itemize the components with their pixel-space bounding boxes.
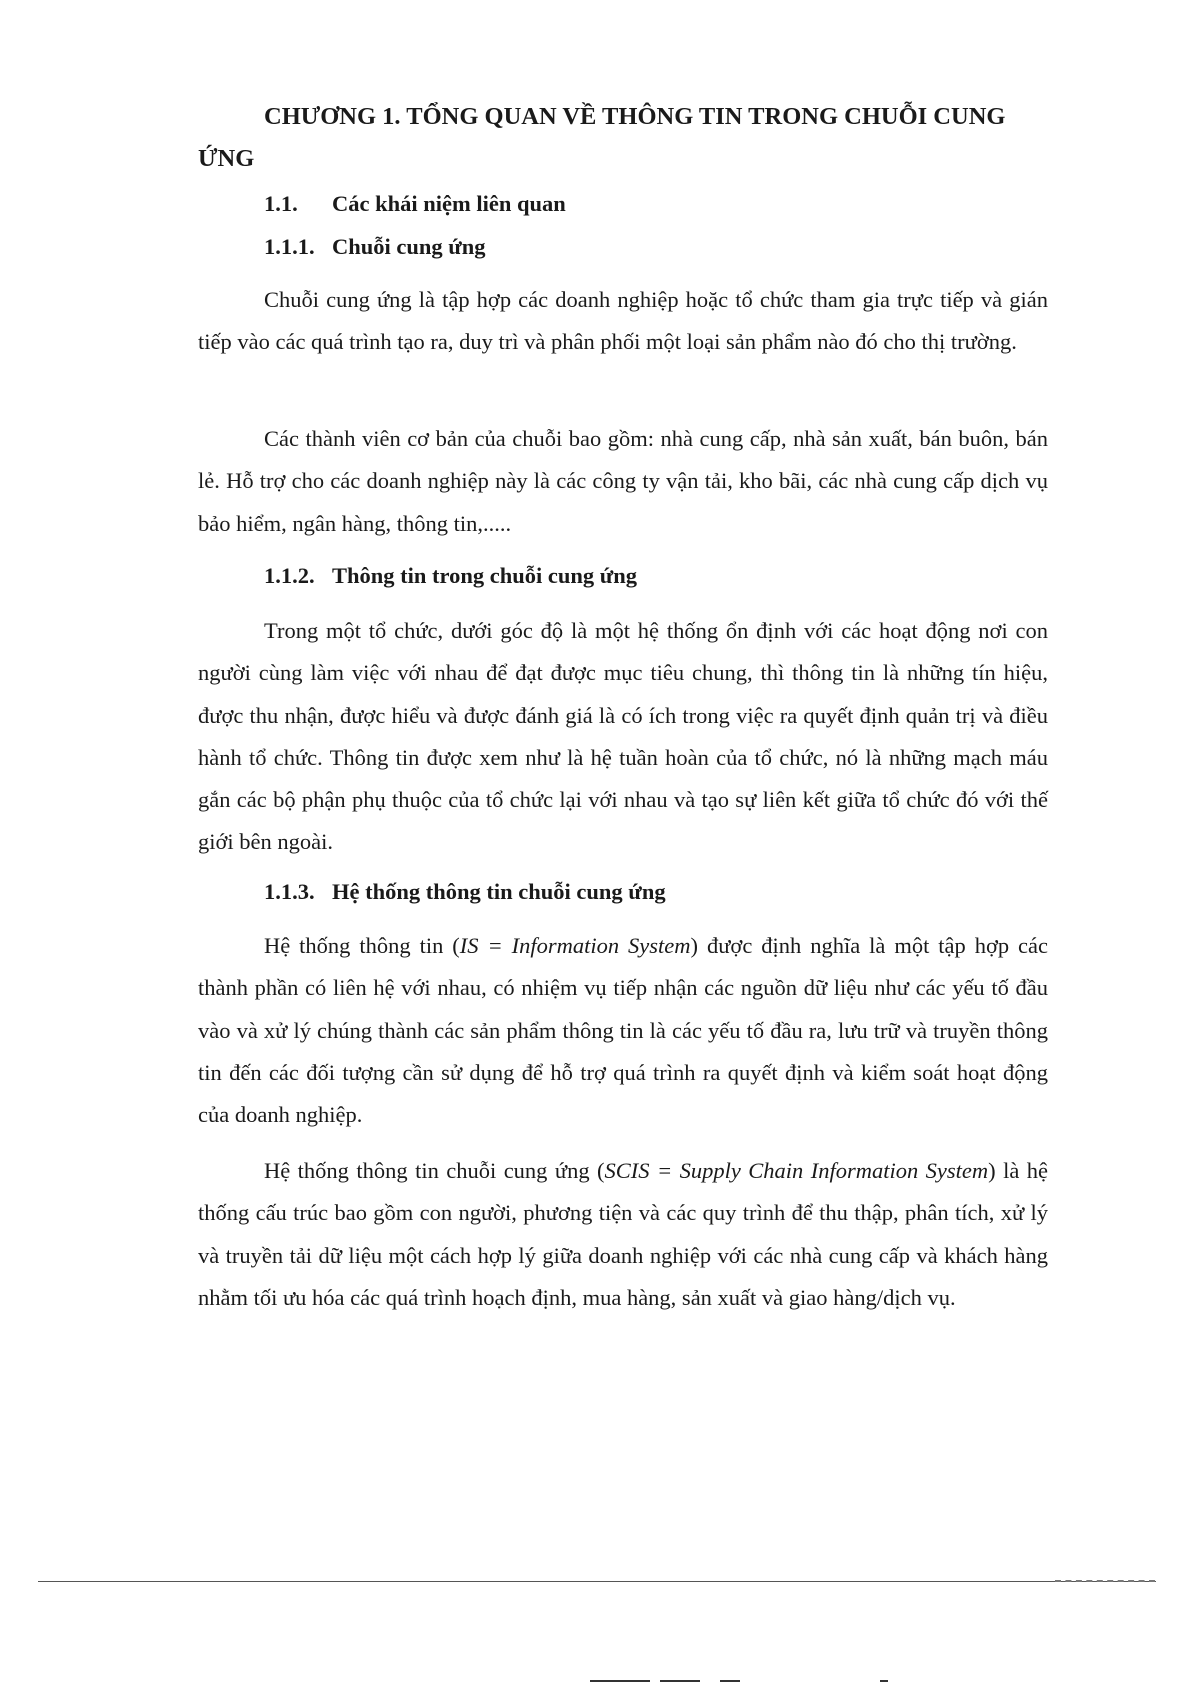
section-heading-1-1-1 bbox=[264, 233, 486, 261]
text-run: ) là hệ thống cấu trúc bao gồm con người, phương tiện và các quy trình để thu thập, phân tích, xử lý và truyền tải dữ liệu một cách hợp lý giữa doanh nghiệp với các nhà cung cấp và khách hàng nhằm tối ưu hóa các quá trình hoạch định, mua hàng, sản xuất và giao hàng/dịch vụ. bbox=[198, 1158, 1049, 1310]
section-heading-1-1-2 bbox=[264, 562, 637, 590]
footer-rule-dashes bbox=[1055, 1580, 1155, 1582]
italic-term: IS = Information System bbox=[459, 933, 691, 958]
paragraph bbox=[198, 1150, 1048, 1319]
section-title: Hệ thống thông tin chuỗi cung ứng bbox=[332, 879, 666, 904]
section-title: Thông tin trong chuỗi cung ứng bbox=[332, 563, 638, 588]
section-number: 1.1.3. bbox=[264, 879, 315, 904]
section-number: 1.1.1. bbox=[264, 234, 315, 259]
chapter-title: CHƯƠNG 1. TỔNG QUAN VỀ THÔNG TIN TRONG CHUỖI CUNG ỨNG bbox=[198, 103, 1006, 172]
text-run: ) được định nghĩa là một tập hợp các thành phần có liên hệ với nhau, có nhiệm vụ tiếp nhận các nguồn dữ liệu như các yếu tố đầu vào và xử lý chúng thành các sản phẩm thông tin là các yếu tố đầu ra, lưu trữ và truyền thông tin đến các đối tượng cần sử dụng để hỗ trợ quá trình ra quyết định và kiểm soát hoạt động của doanh nghiệp. bbox=[198, 933, 1049, 1128]
paragraph: Chuỗi cung ứng là tập hợp các doanh nghiệp hoặc tổ chức tham gia trực tiếp và gián tiếp vào các quá trình tạo ra, duy trì và phân phối một loại sản phẩm nào đó cho thị trường. bbox=[198, 287, 1048, 355]
section-heading-1-1-3 bbox=[264, 878, 666, 906]
text-run: Hệ thống thông tin chuỗi cung ứng ( bbox=[264, 1158, 605, 1183]
section-number: 1.1.2. bbox=[264, 563, 315, 588]
scan-edge-marks bbox=[0, 1680, 1191, 1685]
paragraph: Trong một tổ chức, dưới góc độ là một hệ thống ổn định với các hoạt động nơi con người cùng làm việc với nhau để đạt được mục tiêu chung, thì thông tin là những tín hiệu, được thu nhận, được hiểu và được đánh giá là có ích trong việc ra quyết định quản trị và điều hành tổ chức. Thông tin được xem như là hệ tuần hoàn của tổ chức, nó là những mạch máu gắn các bộ phận phụ thuộc của tổ chức lại với nhau và tạo sự liên kết giữa tổ chức đó với thế giới bên ngoài. bbox=[198, 618, 1048, 855]
section-heading-1-1 bbox=[264, 190, 566, 218]
section-number: 1.1. bbox=[264, 191, 298, 216]
paragraph: Các thành viên cơ bản của chuỗi bao gồm: nhà cung cấp, nhà sản xuất, bán buôn, bán lẻ. Hỗ trợ cho các doanh nghiệp này là các công ty vận tải, kho bãi, các nhà cung cấp dịch vụ bảo hiểm, ngân hàng, thông tin,..... bbox=[198, 426, 1048, 536]
section-title: Chuỗi cung ứng bbox=[332, 234, 486, 259]
text-run: Hệ thống thông tin ( bbox=[264, 933, 460, 958]
italic-term: SCIS = Supply Chain Information System bbox=[604, 1158, 989, 1183]
footer-rule bbox=[38, 1581, 1156, 1582]
section-title: Các khái niệm liên quan bbox=[332, 191, 566, 216]
paragraph bbox=[198, 925, 1048, 1136]
